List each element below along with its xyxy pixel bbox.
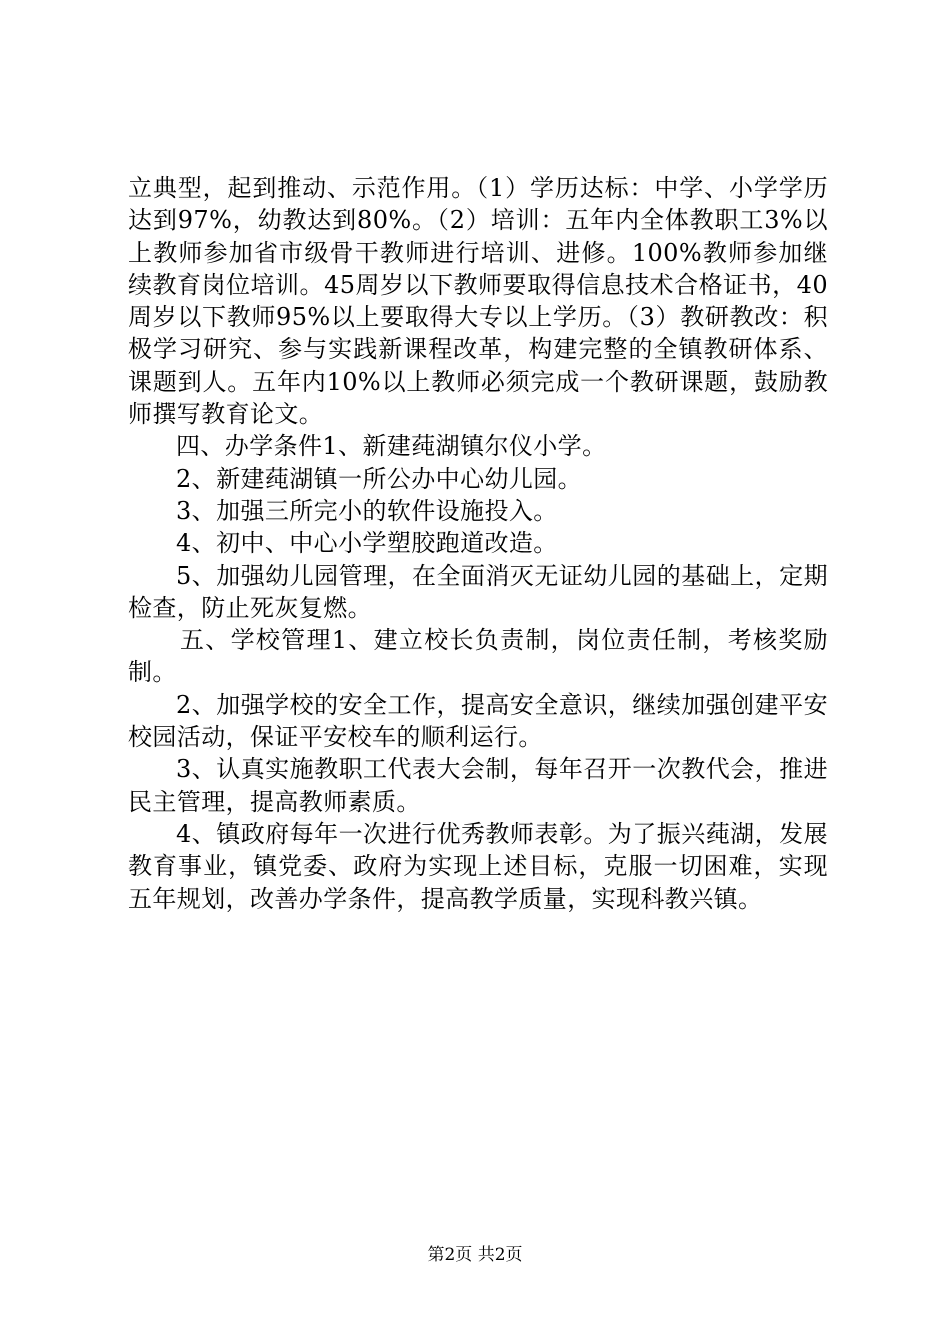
paragraph-conditions-4: 4、初中、中心小学塑胶跑道改造。 (176, 529, 558, 558)
paragraph-conditions-3: 3、加强三所完小的软件设施投入。 (176, 496, 558, 525)
paragraph-management-3: 3、认真实施教职工代表大会制，每年召开一次教代会，推进民主管理，提高教师素质。 (128, 755, 828, 816)
paragraph-management-2: 2、加强学校的安全工作，提高安全意识，继续加强创建平安校园活动，保证平安校车的顺利运行。 (128, 690, 828, 752)
paragraph-qualifications: 立典型，起到推动、示范作用。（1）学历达标：中学、小学学历达到97%，幼教达到80%。（2）培训：五年内全体教职工3%以上教师参加省市级骨干教师进行培训、进修。100%教师参加继续教育岗位培训。45周岁以下教师要取得信息技术合格证书，40周岁以下教师95%以上要取得大专以上学历。（3）教研教改：积极学习研究、参与实践新课程改革，构建完整的全镇教研体系、课题到人。五年内10%以上教师必须完成一个教研课题，鼓励教师撰写教育论文。 (128, 174, 828, 429)
paragraph-conditions-2: 2、新建莼湖镇一所公办中心幼儿园。 (176, 464, 583, 493)
paragraph-management-1: 五、学校管理1、建立校长负责制，岗位责任制，考核奖励制。 (128, 626, 828, 687)
paragraph-conditions-5: 5、加强幼儿园管理，在全面消灭无证幼儿园的基础上，定期检查，防止死灰复燃。 (128, 561, 828, 622)
paragraph-conditions-1: 四、办学条件1、新建莼湖镇尔仪小学。 (176, 432, 607, 461)
page-footer: 第2页 共2页 (427, 1245, 523, 1265)
document-body (128, 172, 828, 915)
paragraph-management-4: 4、镇政府每年一次进行优秀教师表彰。为了振兴莼湖，发展教育事业，镇党委、政府为实现上述目标，克服一切困难，实现五年规划，改善办学条件，提高教学质量，实现科教兴镇。 (128, 819, 828, 913)
